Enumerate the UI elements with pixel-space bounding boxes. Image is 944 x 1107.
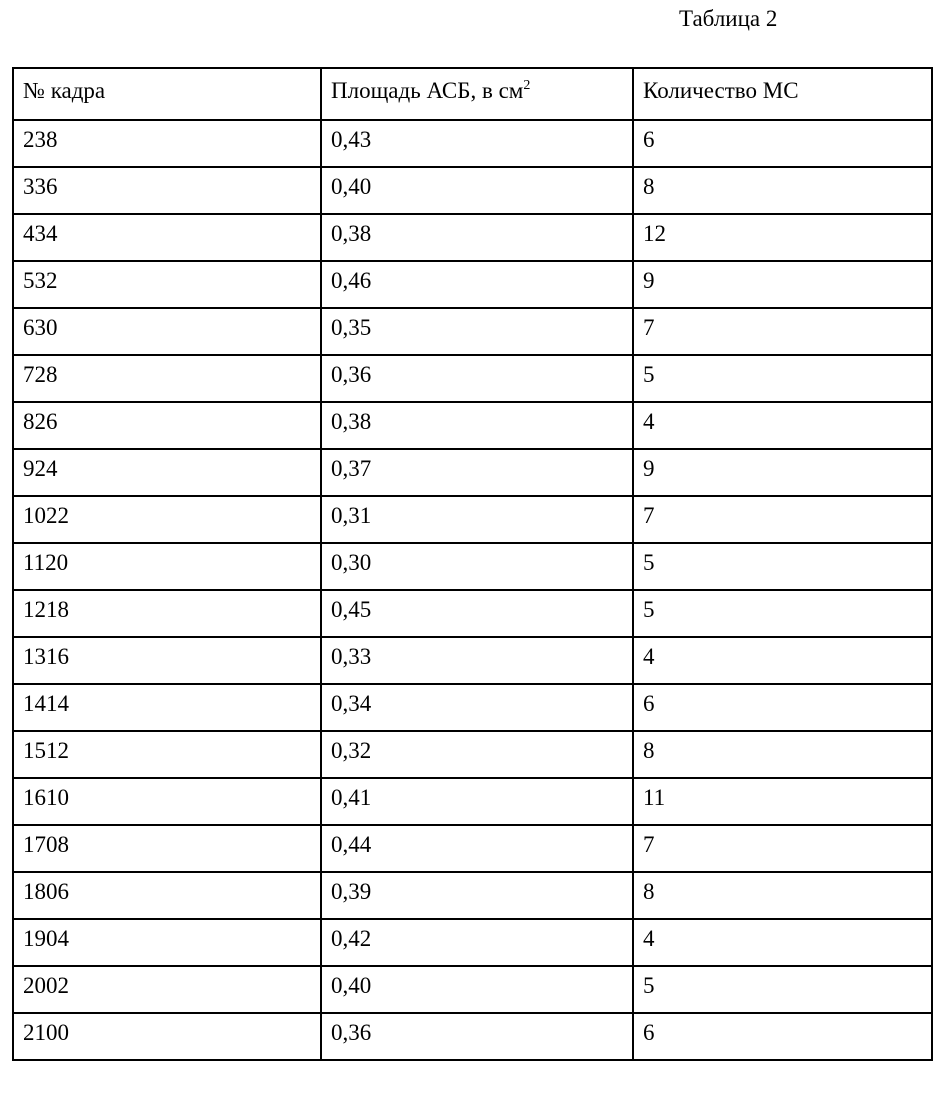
cell-area: 0,39 (321, 872, 633, 919)
table-row (13, 167, 932, 214)
cell-frame: 728 (13, 355, 321, 402)
header-area-superscript: 2 (523, 78, 531, 93)
table-row (13, 214, 932, 261)
cell-frame: 1022 (13, 496, 321, 543)
table-row (13, 308, 932, 355)
cell-frame: 1512 (13, 731, 321, 778)
cell-count: 5 (633, 355, 932, 402)
cell-count: 11 (633, 778, 932, 825)
header-area (321, 68, 633, 120)
table-row (13, 590, 932, 637)
cell-frame: 1218 (13, 590, 321, 637)
cell-frame: 1414 (13, 684, 321, 731)
cell-area: 0,32 (321, 731, 633, 778)
cell-frame: 1904 (13, 919, 321, 966)
cell-count: 6 (633, 684, 932, 731)
cell-count: 4 (633, 637, 932, 684)
table-row (13, 496, 932, 543)
table-row (13, 261, 932, 308)
cell-area: 0,38 (321, 214, 633, 261)
cell-frame: 1120 (13, 543, 321, 590)
table-row (13, 872, 932, 919)
cell-area: 0,36 (321, 1013, 633, 1060)
cell-area: 0,33 (321, 637, 633, 684)
cell-count: 7 (633, 308, 932, 355)
cell-area: 0,40 (321, 167, 633, 214)
cell-area: 0,42 (321, 919, 633, 966)
table-row (13, 966, 932, 1013)
cell-count: 12 (633, 214, 932, 261)
cell-count: 6 (633, 1013, 932, 1060)
data-table (12, 67, 933, 1061)
table-row (13, 825, 932, 872)
cell-area: 0,31 (321, 496, 633, 543)
cell-frame: 532 (13, 261, 321, 308)
cell-frame: 2100 (13, 1013, 321, 1060)
cell-area: 0,44 (321, 825, 633, 872)
table-row (13, 543, 932, 590)
cell-area: 0,34 (321, 684, 633, 731)
cell-count: 5 (633, 966, 932, 1013)
cell-count: 9 (633, 261, 932, 308)
cell-frame: 2002 (13, 966, 321, 1013)
cell-count: 9 (633, 449, 932, 496)
table-row (13, 684, 932, 731)
cell-area: 0,38 (321, 402, 633, 449)
table-row (13, 120, 932, 167)
cell-count: 8 (633, 731, 932, 778)
table-row (13, 919, 932, 966)
cell-count: 6 (633, 120, 932, 167)
cell-frame: 924 (13, 449, 321, 496)
cell-area: 0,41 (321, 778, 633, 825)
cell-area: 0,45 (321, 590, 633, 637)
cell-area: 0,40 (321, 966, 633, 1013)
cell-count: 4 (633, 402, 932, 449)
cell-count: 7 (633, 496, 932, 543)
cell-area: 0,35 (321, 308, 633, 355)
cell-count: 5 (633, 590, 932, 637)
cell-frame: 1806 (13, 872, 321, 919)
header-frame: № кадра (13, 68, 321, 120)
cell-frame: 434 (13, 214, 321, 261)
cell-area: 0,36 (321, 355, 633, 402)
cell-frame: 336 (13, 167, 321, 214)
header-area-label: Площадь АСБ, в см (331, 78, 524, 103)
table-row (13, 731, 932, 778)
table-body (13, 68, 932, 1060)
cell-area: 0,37 (321, 449, 633, 496)
cell-area: 0,46 (321, 261, 633, 308)
cell-count: 4 (633, 919, 932, 966)
cell-frame: 1610 (13, 778, 321, 825)
cell-frame: 1708 (13, 825, 321, 872)
table-caption: Таблица 2 (679, 6, 778, 31)
table-row (13, 637, 932, 684)
cell-count: 8 (633, 872, 932, 919)
cell-area: 0,43 (321, 120, 633, 167)
cell-frame: 238 (13, 120, 321, 167)
table-header-row (13, 68, 932, 120)
cell-frame: 1316 (13, 637, 321, 684)
table-row (13, 778, 932, 825)
cell-count: 7 (633, 825, 932, 872)
table-row (13, 402, 932, 449)
cell-count: 5 (633, 543, 932, 590)
table-row (13, 355, 932, 402)
header-count: Количество МС (633, 68, 932, 120)
cell-frame: 630 (13, 308, 321, 355)
table-row (13, 1013, 932, 1060)
cell-count: 8 (633, 167, 932, 214)
cell-area: 0,30 (321, 543, 633, 590)
cell-frame: 826 (13, 402, 321, 449)
table-row (13, 449, 932, 496)
